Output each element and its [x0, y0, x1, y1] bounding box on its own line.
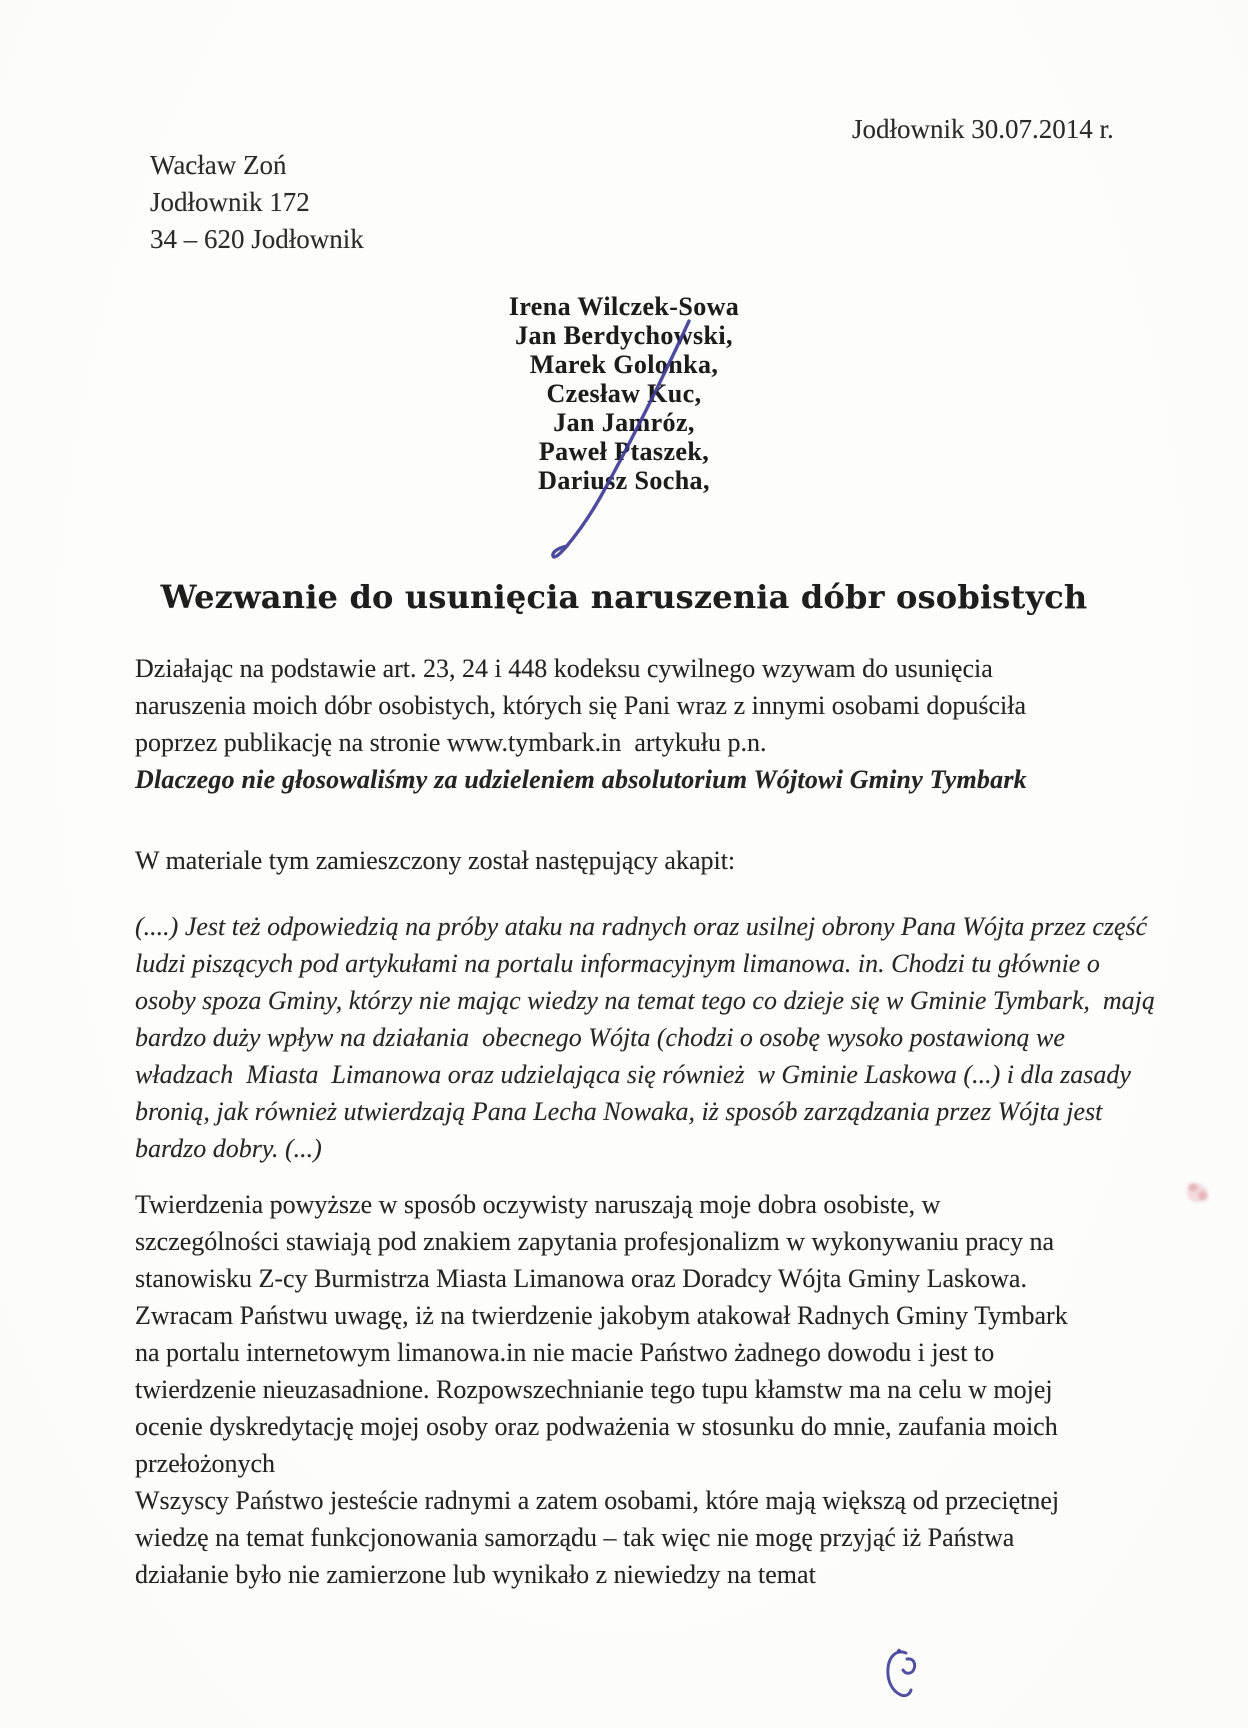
document-title: Wezwanie do usunięcia naruszenia dóbr osobistych: [160, 578, 1088, 616]
sender-name: Wacław Zoń: [150, 150, 287, 180]
quoted-excerpt: (....) Jest też odpowiedzią na próby ataku na radnych oraz usilnej obrony Pana Wójta przez część ludzi piszących pod artykułami na portalu informacyjnym limanowa. in. Chodzi tu głównie o osoby spoza Gminy, którzy nie mając wiedzy na temat tego co dzieje się w Gminie Tymbark, mają bardzo duży wpływ na działania obecnego Wójta (chodzi o osobę wysoko postawioną we władzach Miasta Limanowa oraz udzielająca się również w Gminie Laskowa (...) i dla zasady bronią, jak również utwierdzają Pana Lecha Nowaka, iż sposób zarządzania przez Wójta jest bardzo dobry. (...): [135, 912, 1162, 1163]
sender-city: 34 – 620 Jodłownik: [150, 224, 364, 254]
recipient-name: Jan Berdychowski,: [515, 321, 733, 350]
recipient-name: Czesław Kuc,: [546, 379, 702, 408]
intro-paragraph-block: [135, 650, 1083, 798]
body-paragraphs: [135, 1186, 1073, 1593]
body-paragraph-1: Twierdzenia powyższe w sposób oczywisty naruszają moje dobra osobiste, w szczególności stawiają pod znakiem zapytania profesjonalizm w wykonywaniu pracy na stanowisku Z-cy Burmistrza Miasta Limanowa oraz Doradcy Wójta Gminy Laskowa. Zwracam Państwu uwagę, iż na twierdzenie jakobym atakował Radnych Gminy Tymbark na portalu internetowym limanowa.in nie macie Państwo żadnego dowodu i jest to twierdzenie nieuzasadnione. Rozpowszechnianie tego tupu kłamstw ma na celu w mojej ocenie dyskredytację mojej osoby oraz podważenia w stosunku do mnie, zaufania moich przełożonych: [135, 1190, 1075, 1478]
ink-squiggle-bottom: [888, 1652, 915, 1696]
sender-address-block: [150, 147, 364, 258]
recipient-name: Irena Wilczek-Sowa: [508, 292, 740, 321]
pink-smudge: [1187, 1183, 1208, 1202]
lead-in-line: W materiale tym zamieszczony został następujący akapit:: [135, 846, 736, 875]
body-paragraph-2: Wszyscy Państwo jesteście radnymi a zatem osobami, które mają większą od przeciętnej wiedzę na temat funkcjonowania samorządu – tak więc nie mogę przyjąć iż Państwa działanie było nie zamierzone lub wynikało z niewiedzy na temat: [135, 1486, 1066, 1589]
recipients-list: [0, 292, 1248, 495]
cited-article-title: Dlaczego nie głosowaliśmy za udzieleniem absolutorium Wójtowi Gminy Tymbark: [135, 765, 1027, 794]
intro-paragraph: Działając na podstawie art. 23, 24 i 448 kodeksu cywilnego wzywam do usunięcia naruszenia moich dóbr osobistych, których się Pani wraz z innymi osobami dopuściła poprzez publikację na stronie www.tymbark.in artykułu p.n.: [135, 654, 1033, 757]
date-line: Jodłownik 30.07.2014 r.: [852, 114, 1114, 144]
sender-street: Jodłownik 172: [150, 187, 310, 217]
recipient-name: Marek Golonka,: [529, 350, 719, 379]
recipient-name: Dariusz Socha,: [538, 466, 710, 495]
ink-dot: [897, 1649, 901, 1653]
recipient-name: Jan Jamróz,: [553, 408, 695, 437]
recipient-name: Paweł Ptaszek,: [538, 437, 710, 466]
